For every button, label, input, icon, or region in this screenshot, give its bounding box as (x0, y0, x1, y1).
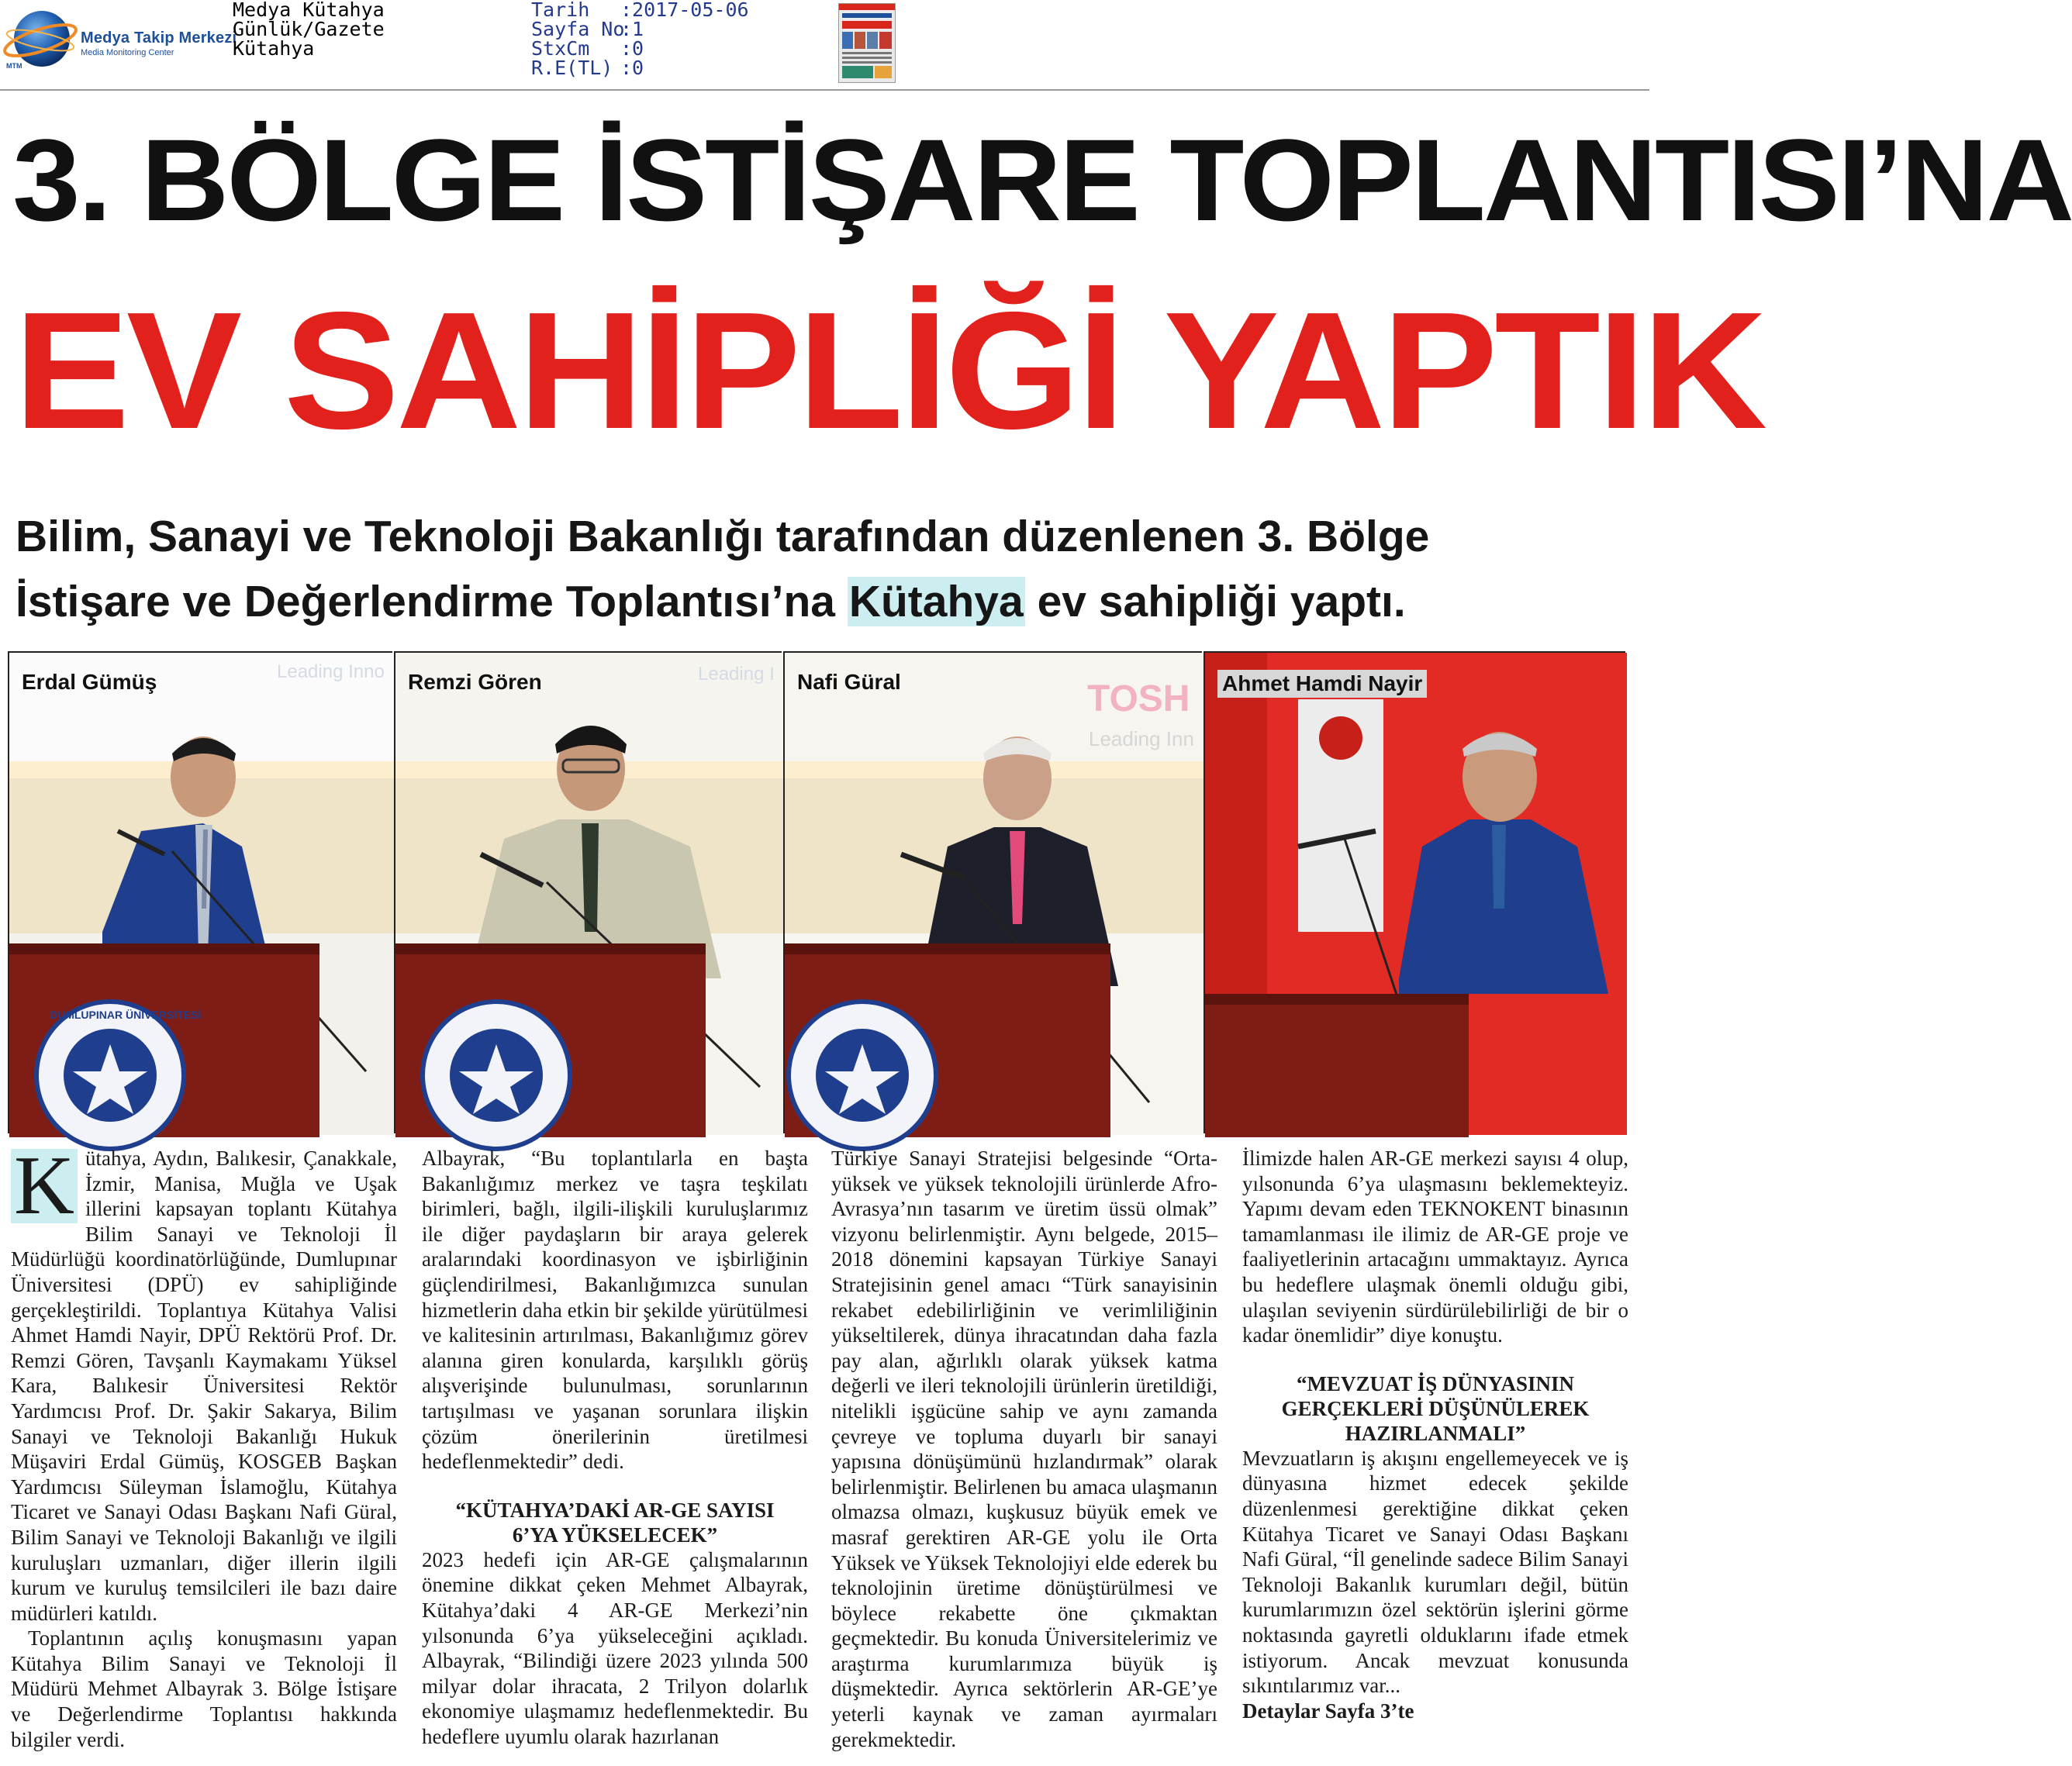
subheading (422, 1498, 808, 1547)
article-column-3 (831, 1146, 1217, 1752)
background-banner-text: Leading I (698, 664, 775, 685)
photo-caption: Remzi Gören (408, 670, 542, 694)
meta-row-date (531, 0, 749, 19)
meta-value: :1 (620, 18, 644, 40)
meta-label: R.E(TL) (531, 57, 613, 79)
deck-highlight: Kütahya (848, 577, 1024, 626)
logo-subtitle: Media Monitoring Center (81, 48, 174, 57)
article-deck (16, 504, 1644, 634)
paragraph: İlimizde halen AR-GE merkezi sayısı 4 olup, yılsonunda 6’ya ulaşmasını beklemekteyiz. Yapımı devam eden TEKNOKENT binasının tamamlanması ile ilimiz de AR-GE proje ve faaliyetlerinin artacağını ummaktayız. Ayrıca bu hedeflere ulaşmak önemli olduğu gibi, ulaşılan seviyenin sürdürülebilirliği de bir o kadar önemlidir” diye konuştu. (1242, 1147, 1628, 1347)
clip-metadata (531, 0, 749, 78)
subheading (1242, 1371, 1628, 1446)
meta-value: :0 (620, 57, 644, 79)
subheading-line: 6’YA YÜKSELECEK” (512, 1523, 718, 1547)
meta-row-page (531, 19, 749, 39)
article-column-4 (1242, 1146, 1628, 1723)
paragraph: 2023 hedefi için AR-GE çalışmalarının önemine dikkat çeken Mehmet Albayrak, Kütahya’daki 4 AR-GE Merkezi’nin yılsonunda 6’ya yükseleceğini açıkladı. Albayrak, “Bilindiği üzere 2023 yılında 500 milyar dolar ihracata, 2 Trilyon dolarlık ekonomiye ulaşmamız hedeflenmektedir. Bu hedeflere uyumlu olarak hazırlanan (422, 1547, 808, 1748)
subheading-line: GERÇEKLERİ DÜŞÜNÜLEREK (1281, 1396, 1590, 1420)
logo-badge: MTM (6, 62, 22, 70)
source-city: Kütahya (233, 37, 315, 60)
subheading-line: “MEVZUAT İŞ DÜNYASININ (1296, 1371, 1575, 1395)
background-banner-text: Leading Inno (277, 661, 385, 682)
background-brand-text: TOSH (1087, 678, 1190, 719)
meta-row-stxcm (531, 39, 749, 58)
photo-nafi-gural (783, 651, 1202, 1133)
photo-remzi-goren (394, 651, 782, 1133)
mtm-logo-globe-icon (2, 6, 79, 71)
mtm-logo-text (81, 29, 237, 57)
photo-erdal-gumus (8, 651, 392, 1133)
photo-caption: Erdal Gümüş (22, 670, 157, 694)
subheading-line: HAZIRLANMALI” (1345, 1421, 1526, 1445)
meta-label: Tarih (531, 0, 590, 21)
paragraph: Albayrak, “Bu toplantılarla en başta Bakanlığımız merkez ve taşra teşkilatı birimleri, bağlı, ilgili-ilişkili kuruluşlarımız ile diğer paydaşların bir araya gelerek aralarındaki koordinasyon ve işbirliğinin güçlendirilmesi, Bakanlığımızca sunulan hizmetlerin daha etkin bir şekilde yürütülmesi ve kalitesinin artırılması, Bakanlığımız görev alanına giren konularda, karşılıklı görüş alışverişinde bulunulması, sorunlarının tartışılması ve yaşanan sorunlara ilişkin çözüm önerilerinin üretilmesi hedeflenmektedir” dedi. (422, 1147, 808, 1474)
meta-value: :0 (620, 37, 644, 60)
lectern-seal-text: DUMLUPINAR ÜNİVERSİTESİ (50, 1009, 202, 1021)
deck-text: İstişare ve Değerlendirme Toplantısı’na (16, 577, 835, 626)
photo-caption: Nafi Güral (797, 670, 901, 694)
deck-text: ev sahipliği yaptı. (1037, 577, 1406, 626)
paragraph: ütahya, Aydın, Balıkesir, Çanakkale, İzmir, Manisa, Muğla ve Uşak illerini kapsayan toplantı Kütahya Bilim Sanayi ve Teknoloji İl Müdürlüğü koordinatörlüğünde, Dumlupınar Üniversitesi (DPÜ) ev sahipliğinde gerçekleştirildi. Toplantıya Kütahya Valisi Ahmet Hamdi Nayir, DPÜ Rektörü Prof. Dr. Remzi Gören, Tavşanlı Kaymakamı Yüksel Kara, Balıkesir Üniversitesi Rektör Yardımcısı Prof. Dr. Şakir Sakarya, Bilim Sanayi ve Teknoloji Bakanlığı Hukuk Müşaviri Erdal Gümüş, KOSGEB Başkan Yardımcısı Süleyman İslamoğlu, Kütahya Ticaret ve Sanayi Odası Başkanı Nafi Güral, Bilim Sanayi ve Teknoloji Bakanlığı ve ilgili kuruluşları uzmanları, diğer illerin ilgili kurum ve kuruluş temsilcileri ile bazı daire müdürleri katıldı. (11, 1147, 397, 1625)
photo-caption: Ahmet Hamdi Nayir (1217, 670, 1427, 698)
logo-name: Medya Takip Merkezi (81, 29, 237, 47)
header-divider (0, 89, 1649, 91)
headline-line-2: EV SAHİPLİĞİ YAPTIK (14, 277, 1764, 464)
photo-ahmet-hamdi-nayir (1203, 651, 1625, 1133)
meta-label: Sayfa No (531, 18, 625, 40)
paragraph: Türkiye Sanayi Stratejisi belgesinde “Orta-yüksek ve yüksek teknolojili ürünlerde Afro-Avrasya’nın tasarım ve üretim üssü olmak” vizyonu belirlenmiştir. Aynı belgede, 2015–2018 dönemini kapsayan Türkiye Sanayi Stratejisinin genel amacı “Türk sanayisinin rekabet edebilirliğinin ve verimliliğinin yükseltilerek, dünya ihracatından daha fazla pay alan, ağırlıklı olarak yüksek katma değerli ve ileri teknolojili ürünlerin üretildiği, nitelikli işgücüne sahip ve aynı zamanda çevreye ve topluma duyarlı bir sanayi yapısına dönüşümünü hızlandırmak” olarak belirlenmiştir. Belirlenen bu amaca ulaşmanın olmazsa olmazı, kuşkusuz büyük emek ve masraf gerektiren AR-GE yolu ile Orta Yüksek ve Yüksek Teknolojiyi elde ederek bu teknolojinin üretime dönüştürülmesi ve böylece rekabette öne çıkmaktan geçmektedir. Bu konuda Üniversitelerimiz ve araştırma kurumlarımıza büyük iş düşmektedir. Ayrıca sektörlerin AR-GE’ye yeterli kaynak ve zaman ayırmaları gerekmektedir. (831, 1147, 1217, 1751)
continued-link[interactable]: Detaylar Sayfa 3’te (1242, 1699, 1414, 1723)
meta-value: :2017-05-06 (620, 0, 749, 21)
drop-cap: K (11, 1149, 78, 1223)
article-column-2 (422, 1146, 808, 1749)
background-banner-text: Leading Inn (1089, 727, 1194, 750)
headline-line-1: 3. BÖLGE İSTİŞARE TOPLANTISI’NA (12, 115, 2072, 245)
subheading-line: “KÜTAHYA’DAKİ AR-GE SAYISI (455, 1498, 775, 1522)
article-column-1 (11, 1140, 397, 1752)
deck-line-2 (16, 569, 1644, 634)
meta-row-re (531, 58, 749, 78)
paragraph: Mevzuatların iş akışını engellemeyecek ve iş dünyasına hizmet edecek şekilde düzenlenmesi gerektiğine dikkat çeken Kütahya Ticaret ve Sanayi Odası Başkanı Nafi Güral, “İl genelinde sadece Bilim Sanayi Teknoloji Bakanlık kurumları değil, bütün kurumlarımızın özel sektörün işlerini görme noktasında gayretli olduklarını ifade etmek istiyorum. Ancak mevzuat konusunda sıkıntılarımız var... (1242, 1446, 1628, 1698)
page-thumbnail[interactable] (838, 3, 896, 83)
source-name: Medya Kütahya (233, 0, 385, 21)
paragraph: Toplantının açılış konuşmasını yapan Kütahya Bilim Sanayi ve Teknoloji İl Müdürü Mehmet Albayrak 3. Bölge İstişare ve Değerlendirme Toplantısı hakkında bilgiler verdi. (11, 1626, 397, 1751)
source-type: Günlük/Gazete (233, 18, 385, 40)
meta-label: StxCm (531, 37, 590, 60)
deck-line-1: Bilim, Sanayi ve Teknoloji Bakanlığı tarafından düzenlenen 3. Bölge (16, 512, 1430, 561)
source-info (233, 0, 385, 58)
